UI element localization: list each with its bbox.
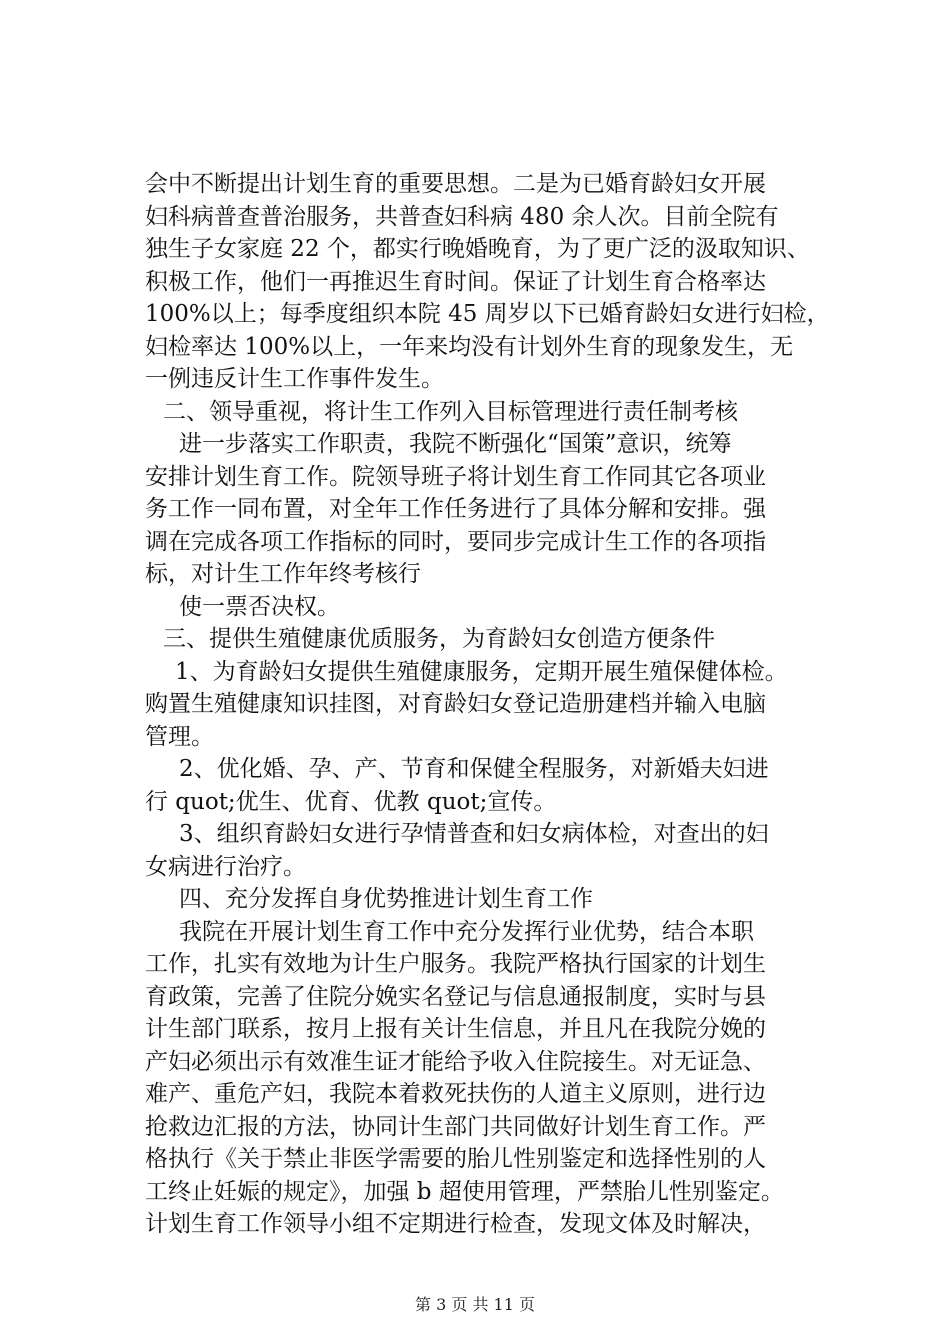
text-line: 产妇必须出示有效准生证才能给予收入住院接生。对无证急、: [145, 1048, 766, 1075]
paragraph-first-line: 使一票否决权。: [179, 593, 340, 620]
text-line: 女病进行治疗。: [145, 853, 306, 880]
text-line: 安排计划生育工作。院领导班子将计划生育工作同其它各项业: [145, 463, 766, 490]
text-line: 工作，扎实有效地为计生户服务。我院严格执行国家的计划生: [145, 951, 766, 977]
section-heading: 三、提供生殖健康优质服务，为育龄妇女创造方便条件: [163, 626, 715, 652]
text-line: 会中不断提出计划生育的重要思想。二是为已婚育龄妇女开展: [145, 171, 766, 197]
text-line: 购置生殖健康知识挂图，对育龄妇女登记造册建档并输入电脑: [145, 691, 766, 717]
text-line: 调在完成各项工作指标的同时，要同步完成计生工作的各项指: [145, 528, 766, 555]
text-line: 标，对计生工作年终考核行: [145, 561, 421, 587]
section-heading: 二、领导重视，将计生工作列入目标管理进行责任制考核: [163, 398, 738, 425]
section-heading: 四、充分发挥自身优势推进计划生育工作: [179, 886, 593, 912]
text-line: 妇科病普查普治服务，共普查妇科病 480 余人次。目前全院有: [145, 203, 779, 230]
text-line: 务工作一同布置，对全年工作任务进行了具体分解和安排。强: [145, 496, 766, 522]
text-line: 妇检率达 100%以上，一年来均没有计划外生育的现象发生，无: [145, 333, 794, 360]
list-item-first-line: 1、为育龄妇女提供生殖健康服务，定期开展生殖保健体检。: [175, 658, 788, 685]
text-line: 难产、重危产妇，我院本着救死扶伤的人道主义原则，进行边: [145, 1081, 766, 1107]
text-line: 育政策，完善了住院分娩实名登记与信息通报制度，实时与县: [145, 983, 766, 1010]
paragraph-first-line: 进一步落实工作职责，我院不断强化“国策”意识，统筹: [179, 431, 732, 457]
list-item-first-line: 3、组织育龄妇女进行孕情普查和妇女病体检，对查出的妇: [179, 821, 769, 847]
text-line: 行 quot;优生、优育、优教 quot;宣传。: [145, 788, 557, 815]
page-number-footer: 第 3 页 共 11 页: [415, 1295, 535, 1314]
text-line: 格执行《关于禁止非医学需要的胎儿性别鉴定和选择性别的人: [145, 1146, 766, 1172]
paragraph-first-line: 我院在开展计划生育工作中充分发挥行业优势，结合本职: [179, 918, 754, 945]
text-line: 抢救边汇报的方法，协同计生部门共同做好计划生育工作。严: [145, 1113, 766, 1140]
text-line: 计划生育工作领导小组不定期进行检查，发现文体及时解决，: [145, 1211, 766, 1237]
text-line: 积极工作，他们一再推迟生育时间。保证了计划生育合格率达: [145, 268, 766, 295]
text-line: 计生部门联系，按月上报有关计生信息，并且凡在我院分娩的: [145, 1016, 766, 1042]
text-line: 100%以上；每季度组织本院 45 周岁以下已婚育龄妇女进行妇检，: [145, 301, 830, 327]
list-item-first-line: 2、优化婚、孕、产、节育和保健全程服务，对新婚夫妇进: [179, 756, 769, 782]
text-line: 一例违反计生工作事件发生。: [145, 366, 444, 392]
document-body: [145, 168, 835, 1241]
text-line: 独生子女家庭 22 个，都实行晚婚晚育，为了更广泛的汲取知识、: [145, 236, 810, 262]
text-line: 工终止妊娠的规定》，加强 b 超使用管理，严禁胎儿性别鉴定。: [145, 1178, 784, 1205]
text-line: 管理。: [145, 723, 214, 750]
